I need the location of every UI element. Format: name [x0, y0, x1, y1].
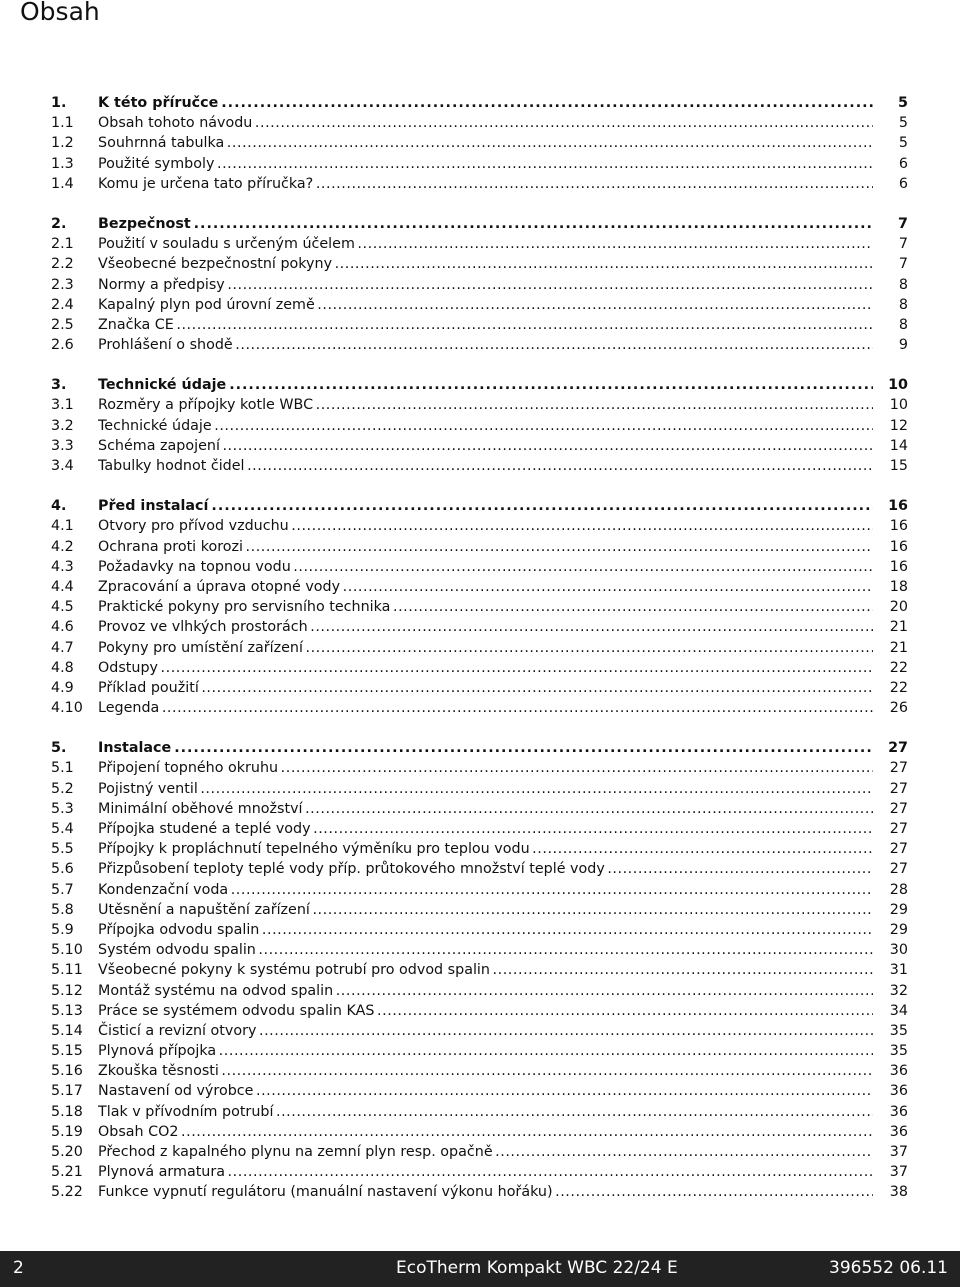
toc-entry-title: Připojení topného okruhu . . .: [98, 758, 873, 778]
toc-entry-title: Použití v souladu s určeným účelem . . .: [98, 234, 873, 254]
toc-entry-title: Všeobecné pokyny k systému potrubí pro odvod spalin . . .: [98, 960, 873, 980]
toc-entry-number: 4.2: [51, 538, 74, 555]
toc-entry-page: 36: [889, 1063, 908, 1080]
toc-entry-page: 7: [898, 236, 908, 253]
toc-entry-title: Kapalný plyn pod úrovní země . . .: [98, 295, 873, 315]
toc-entry[interactable]: [51, 436, 911, 456]
toc-entry-number: 5.10: [51, 942, 83, 959]
toc-entry-page: 26: [889, 700, 908, 717]
toc-section: [51, 738, 911, 1202]
toc-entry-page: 32: [889, 982, 908, 999]
toc-entry[interactable]: [51, 678, 911, 698]
toc-entry-number: 4.6: [51, 619, 74, 636]
toc-entry-page: 37: [889, 1144, 908, 1160]
toc-entry-number: 5.22: [51, 1184, 83, 1201]
toc-entry-page: 16: [889, 558, 908, 575]
toc-entry[interactable]: [51, 900, 911, 920]
toc-entry-title: Rozměry a přípojky kotle WBC . . .: [98, 395, 873, 415]
toc-entry-title: Souhrnná tabulka . . .: [98, 133, 873, 153]
toc-entry-number: 5.16: [51, 1063, 83, 1080]
toc-entry-title: Montáž systému na odvod spalin . . .: [98, 981, 873, 1001]
toc-entry[interactable]: [51, 1061, 911, 1081]
toc-entry-number: 5.19: [51, 1123, 83, 1140]
toc-chapter-entry[interactable]: [51, 93, 911, 113]
toc-entry[interactable]: [51, 638, 911, 658]
toc-entry-title: Práce se systémem odvodu spalin KAS . . .: [98, 1001, 873, 1021]
toc-entry-title: Kondenzační voda . . .: [98, 880, 873, 900]
toc-entry-number: 3.2: [51, 417, 74, 434]
toc-entry-number: 5.9: [51, 921, 74, 938]
toc-entry-title: Tabulky hodnot čidel . . .: [98, 456, 873, 476]
toc-entry-number: 4.9: [51, 679, 74, 696]
toc-section: [51, 496, 911, 718]
toc-entry-page: 14: [889, 437, 908, 454]
toc-entry-title: K této příručce . . .: [98, 93, 873, 113]
toc-entry-number: 2.: [51, 215, 67, 232]
toc-entry-title: Přizpůsobení teploty teplé vody příp. průtokového množství teplé vody . . .: [98, 859, 873, 879]
toc-entry[interactable]: [51, 1001, 911, 1021]
toc-entry[interactable]: [51, 779, 911, 799]
page-footer: [0, 1251, 960, 1287]
toc-entry-number: 2.5: [51, 316, 74, 333]
toc-entry-page: 27: [889, 800, 908, 817]
toc-entry-title: Instalace . . .: [98, 738, 873, 758]
toc-entry-number: 3.3: [51, 437, 74, 454]
toc-entry-number: 5.5: [51, 841, 74, 858]
toc-entry-number: 5.12: [51, 982, 83, 999]
toc-entry-number: 5.21: [51, 1164, 83, 1181]
toc-entry[interactable]: [51, 1081, 911, 1101]
toc-entry-title: Normy a předpisy . . .: [98, 275, 873, 295]
toc-entry-number: 3.: [51, 377, 67, 394]
toc-entry-page: 8: [898, 276, 908, 293]
toc-entry[interactable]: [51, 1041, 911, 1061]
toc-entry-number: 5.6: [51, 861, 74, 878]
toc-entry[interactable]: [51, 456, 911, 476]
toc-entry[interactable]: [51, 154, 911, 174]
toc-entry-page: 12: [889, 417, 908, 434]
toc-entry-page: 21: [889, 639, 908, 656]
toc-entry-number: 5.15: [51, 1043, 83, 1060]
footer-page-number: 2: [13, 1258, 24, 1278]
toc-entry-number: 2.4: [51, 296, 74, 313]
toc-entry-title: Pojistný ventil . . .: [98, 779, 873, 799]
toc-entry-page: 18: [889, 578, 908, 595]
toc-entry-title: Obsah CO2 . . .: [98, 1122, 873, 1142]
toc-section: [51, 93, 911, 194]
toc-entry[interactable]: [51, 1122, 911, 1142]
toc-entry-number: 2.6: [51, 337, 74, 354]
toc-entry-title: Přípojky k propláchnutí tepelného výměníku pro teplou vodu . . .: [98, 839, 873, 859]
toc-entry[interactable]: [51, 557, 911, 577]
toc-entry-page: 22: [889, 679, 908, 696]
toc-entry-number: 5.4: [51, 821, 74, 837]
toc-entry-number: 3.4: [51, 458, 74, 474]
toc-entry-number: 1.1: [51, 115, 74, 132]
toc-entry[interactable]: [51, 395, 911, 415]
toc-entry-number: 5.8: [51, 901, 74, 918]
toc-entry-page: 27: [889, 841, 908, 858]
toc-entry-title: Utěsnění a napuštění zařízení . . .: [98, 900, 873, 920]
toc-entry[interactable]: [51, 981, 911, 1001]
toc-entry-page: 10: [888, 377, 908, 394]
toc-entry-number: 1.: [51, 95, 67, 111]
toc-entry-title: Značka CE . . .: [98, 315, 873, 335]
toc-entry-number: 4.: [51, 498, 67, 515]
toc-entry-title: Nastavení od výrobce . . .: [98, 1081, 873, 1101]
toc-entry-page: 15: [889, 458, 908, 474]
toc-entry-number: 3.1: [51, 397, 74, 414]
toc-entry-title: Obsah tohoto návodu . . .: [98, 113, 873, 133]
toc-entry-title: Plynová přípojka . . .: [98, 1041, 873, 1061]
toc-entry-title: Čisticí a revizní otvory . . .: [98, 1021, 873, 1041]
toc-entry[interactable]: [51, 275, 911, 295]
toc-entry-title: Schéma zapojení . . .: [98, 436, 873, 456]
toc-entry-title: Technické údaje . . .: [98, 375, 873, 395]
toc-section: [51, 375, 911, 476]
toc-entry[interactable]: [51, 940, 911, 960]
toc-entry-number: 5.11: [51, 962, 83, 979]
toc-entry-title: Všeobecné bezpečnostní pokyny . . .: [98, 254, 873, 274]
toc-chapter-entry[interactable]: [51, 214, 911, 234]
toc-entry-title: Odstupy . . .: [98, 658, 873, 678]
toc-entry[interactable]: [51, 597, 911, 617]
toc-entry[interactable]: [51, 234, 911, 254]
toc-entry-title: Legenda . . .: [98, 698, 873, 718]
toc-entry-page: 38: [889, 1184, 908, 1201]
toc-entry[interactable]: [51, 960, 911, 980]
toc-entry[interactable]: [51, 617, 911, 637]
toc-chapter-entry[interactable]: [51, 375, 911, 395]
toc-entry[interactable]: [51, 839, 911, 859]
toc-entry-number: 5.2: [51, 780, 74, 797]
toc-entry-page: 21: [889, 619, 908, 636]
toc-entry[interactable]: [51, 859, 911, 879]
toc-entry-title: Požadavky na topnou vodu . . .: [98, 557, 873, 577]
toc-entry[interactable]: [51, 516, 911, 536]
toc-entry-page: 31: [889, 962, 908, 979]
toc-entry-number: 4.10: [51, 700, 83, 717]
toc-entry-page: 29: [889, 901, 908, 918]
toc-entry-title: Otvory pro přívod vzduchu . . .: [98, 516, 873, 536]
toc-entry-page: 34: [889, 1002, 908, 1019]
toc-entry-number: 5.13: [51, 1002, 83, 1019]
toc-entry-number: 4.8: [51, 659, 74, 676]
toc-entry-number: 4.5: [51, 599, 74, 616]
toc-entry-page: 28: [889, 881, 908, 898]
toc-entry-page: 5: [898, 135, 908, 152]
toc-entry-page: 27: [888, 740, 908, 757]
toc-entry-title: Ochrana proti korozi . . .: [98, 537, 873, 557]
toc-entry[interactable]: [51, 254, 911, 274]
toc-entry[interactable]: [51, 1102, 911, 1122]
toc-entry-title: Prohlášení o shodě . . .: [98, 335, 873, 355]
toc-entry-page: 16: [889, 518, 908, 535]
toc-entry[interactable]: [51, 315, 911, 335]
toc-entry-number: 5.1: [51, 760, 74, 777]
toc-entry[interactable]: [51, 295, 911, 315]
toc-entry[interactable]: [51, 174, 911, 194]
footer-product: EcoTherm Kompakt WBC 22/24 E: [395, 1258, 678, 1278]
toc-entry-number: 4.4: [51, 578, 74, 595]
toc-entry-page: 8: [898, 296, 908, 313]
toc-entry-page: 27: [889, 821, 908, 837]
toc-entry-page: 16: [889, 538, 908, 555]
toc-entry-number: 5.20: [51, 1144, 83, 1160]
toc-entry-page: 36: [889, 1083, 908, 1100]
toc-entry[interactable]: [51, 416, 911, 436]
toc-entry-title: Minimální oběhové množství . . .: [98, 799, 873, 819]
toc-entry-title: Bezpečnost . . .: [98, 214, 873, 234]
toc-entry-title: Pokyny pro umístění zařízení . . .: [98, 638, 873, 658]
toc-entry-title: Technické údaje . . .: [98, 416, 873, 436]
toc-entry-page: 30: [889, 942, 908, 959]
toc-entry-page: 27: [889, 780, 908, 797]
toc-entry-page: 7: [898, 215, 908, 232]
toc-entry-number: 2.1: [51, 236, 74, 253]
toc-entry-page: 36: [889, 1103, 908, 1120]
toc-entry-page: 35: [889, 1043, 908, 1060]
toc-entry-title: Tlak v přívodním potrubí . . .: [98, 1102, 873, 1122]
toc-entry-number: 1.2: [51, 135, 74, 152]
toc-entry[interactable]: [51, 577, 911, 597]
toc-entry[interactable]: [51, 758, 911, 778]
toc-entry[interactable]: [51, 113, 911, 133]
toc-entry[interactable]: [51, 133, 911, 153]
toc-entry-title: Příklad použití . . .: [98, 678, 873, 698]
toc-entry-title: Použité symboly . . .: [98, 154, 873, 174]
toc-entry-title: Provoz ve vlhkých prostorách . . .: [98, 617, 873, 637]
toc-entry-number: 2.2: [51, 256, 74, 273]
toc-entry-title: Přechod z kapalného plynu na zemní plyn resp. opačně . . .: [98, 1142, 873, 1162]
toc-entry-page: 6: [898, 175, 908, 192]
toc-entry-title: Praktické pokyny pro servisního technika . . .: [98, 597, 873, 617]
toc-section: [51, 214, 911, 355]
toc-entry[interactable]: [51, 1182, 911, 1202]
toc-entry-page: 29: [889, 921, 908, 938]
toc-chapter-entry[interactable]: [51, 738, 911, 758]
toc-entry-title: Přípojka odvodu spalin . . .: [98, 920, 873, 940]
toc-entry[interactable]: [51, 819, 911, 839]
page-title: Obsah: [20, 0, 100, 26]
toc-entry-page: 8: [898, 316, 908, 333]
toc-entry-page: 37: [889, 1164, 908, 1181]
toc-entry[interactable]: [51, 1021, 911, 1041]
toc-entry[interactable]: [51, 537, 911, 557]
toc-entry-page: 27: [889, 861, 908, 878]
toc-entry[interactable]: [51, 799, 911, 819]
toc-entry-page: 5: [898, 95, 908, 111]
toc-entry-number: 5.3: [51, 800, 74, 817]
toc-entry[interactable]: [51, 1162, 911, 1182]
toc-entry-page: 5: [898, 115, 908, 132]
toc-entry-number: 4.7: [51, 639, 74, 656]
toc-entry-number: 1.4: [51, 175, 74, 192]
toc-entry-page: 9: [898, 337, 908, 354]
toc-entry[interactable]: [51, 658, 911, 678]
toc-entry-number: 5.14: [51, 1022, 83, 1039]
toc-entry-title: Plynová armatura . . .: [98, 1162, 873, 1182]
toc-entry-page: 10: [889, 397, 908, 414]
toc-chapter-entry[interactable]: [51, 496, 911, 516]
toc-entry-number: 1.3: [51, 155, 74, 172]
toc-entry-page: 6: [898, 155, 908, 172]
toc-entry-number: 2.3: [51, 276, 74, 293]
toc-entry[interactable]: [51, 880, 911, 900]
toc-entry-number: 4.3: [51, 558, 74, 575]
toc-entry[interactable]: [51, 1142, 911, 1162]
toc-entry[interactable]: [51, 698, 911, 718]
table-of-contents: [51, 93, 911, 1223]
toc-entry[interactable]: [51, 920, 911, 940]
toc-entry[interactable]: [51, 335, 911, 355]
toc-entry-number: 5.7: [51, 881, 74, 898]
toc-entry-title: Před instalací . . .: [98, 496, 873, 516]
toc-entry-page: 36: [889, 1123, 908, 1140]
footer-product-code: [396, 1258, 948, 1278]
toc-entry-title: Zkouška těsnosti . . .: [98, 1061, 873, 1081]
toc-entry-page: 20: [889, 599, 908, 616]
toc-entry-title: Zpracování a úprava otopné vody . . .: [98, 577, 873, 597]
toc-entry-page: 7: [898, 256, 908, 273]
toc-entry-title: Přípojka studené a teplé vody . . .: [98, 819, 873, 839]
toc-entry-page: 27: [889, 760, 908, 777]
toc-entry-number: 5.17: [51, 1083, 83, 1100]
toc-entry-title: Komu je určena tato příručka? . . .: [98, 174, 873, 194]
toc-entry-page: 16: [888, 498, 908, 515]
toc-entry-number: 4.1: [51, 518, 74, 535]
toc-entry-number: 5.18: [51, 1103, 83, 1120]
toc-entry-number: 5.: [51, 740, 67, 757]
footer-doc-code: 396552 06.11: [829, 1258, 948, 1278]
toc-entry-page: 22: [889, 659, 908, 676]
toc-entry-title: Systém odvodu spalin . . .: [98, 940, 873, 960]
toc-entry-title: Funkce vypnutí regulátoru (manuální nastavení výkonu hořáku) . . .: [98, 1182, 873, 1202]
toc-entry-page: 35: [889, 1022, 908, 1039]
